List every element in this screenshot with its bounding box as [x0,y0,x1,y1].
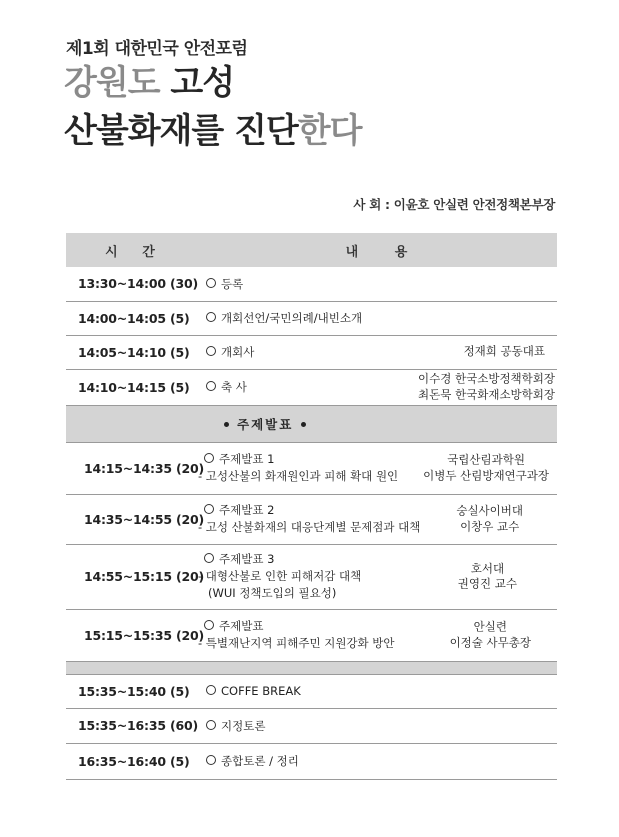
circle-bullet-icon [204,553,214,563]
row-content [198,674,557,708]
circle-bullet-icon [204,504,214,514]
section-divider [66,661,557,674]
row-time: 15:35~15:40 (5) [66,674,198,708]
circle-bullet-icon [206,381,216,391]
section-title [66,405,557,442]
table-row [66,267,557,301]
row-content [198,335,557,369]
row-content [198,442,557,494]
title-line-2 [64,111,362,151]
title-ending: 한다 [297,111,362,151]
circle-bullet-icon [204,620,214,630]
circle-bullet-icon [206,685,216,695]
item-label: 축 사 [221,380,247,394]
table-row [66,544,557,609]
item-label: 주제발표 1 [219,452,275,467]
circle-bullet-icon [206,720,216,730]
item-detail: - 대형산불로 인한 피해저감 대책 [198,569,362,584]
item-label: 주제발표 3 [219,552,275,567]
item-label: 등록 [221,276,244,291]
row-content [198,743,557,779]
table-row [66,674,557,708]
item-label: 개회사 [221,345,255,359]
row-time: 14:10~14:15 (5) [66,369,198,405]
item-label: 개회선언/국민의례/내빈소개 [221,311,363,325]
circle-bullet-icon [206,278,216,288]
item-detail-2: (WUI 정책도입의 필요성) [208,585,337,600]
item-detail: - 고성 산불화재의 대응단계별 문제점과 대책 [198,520,421,534]
section-label: 주제발표 [237,416,294,432]
speaker-name: 이정술 사무총장 [449,635,531,649]
item-label: 주제발표 [219,619,264,634]
row-content [198,609,557,661]
header-content: 내 용 [345,244,424,260]
row-content [198,369,557,405]
title-diagnose-particle: 를 진단 [191,111,298,151]
table-row [66,442,557,494]
row-time: 13:30~14:00 (30) [66,267,198,301]
table-row [66,708,557,743]
item-label: 주제발표 2 [219,503,275,518]
speaker-affiliation: 안실련 [473,619,507,634]
moderator-line: 사 회 : 이윤호 안실련 안전정책본부장 [353,197,555,212]
row-time: 14:55~15:15 (20) [66,544,198,609]
speaker-affiliation: 호서대 [470,560,505,575]
row-content [198,544,557,609]
row-content [198,494,557,544]
row-time: 15:15~15:35 (20) [66,609,198,661]
forum-subtitle: 제1회 대한민국 안전포럼 [66,39,248,59]
speaker-affiliation: 국립산림과학원 [447,452,525,467]
row-time: 14:35~14:55 (20) [66,494,198,544]
schedule-table [66,233,557,780]
title-line-1 [64,63,235,103]
table-header-row [66,233,557,267]
speaker [456,503,523,534]
header-time: 시 간 [105,244,165,260]
title-wildfire: 산불화재 [64,111,192,151]
row-content [198,267,557,301]
title-gangwon: 강원도 [64,63,160,103]
item-label: 지정토론 [221,718,266,733]
table-row [66,301,557,335]
row-content [198,708,557,743]
row-time: 14:00~14:05 (5) [66,301,198,335]
row-time: 14:15~14:35 (20) [66,442,198,494]
item-detail: - 고성산불의 화재원인과 피해 확대 원인 [198,469,399,483]
speaker-name: 권영진 교수 [457,576,517,591]
speaker-line-1: 이수경 한국소방정책학회장 [418,371,555,386]
speaker [458,561,517,592]
table-row [66,609,557,661]
title-goseong: 고성 [170,63,235,103]
speaker-name: 이창우 교수 [460,519,520,533]
speaker [418,371,555,402]
speaker [423,452,549,483]
circle-bullet-icon [206,312,216,322]
circle-bullet-icon [206,346,216,356]
circle-bullet-icon [206,755,216,765]
item-detail: - 특별재난지역 피해주민 지원강화 방안 [198,636,395,650]
row-content [198,301,557,335]
row-time: 16:35~16:40 (5) [66,743,198,779]
bullet-dot-icon [301,422,306,427]
item-label: COFFE BREAK [221,684,301,698]
speaker-name: 이병두 산림방재연구과장 [423,468,549,482]
speaker: 정재희 공동대표 [463,344,545,359]
row-time: 14:05~14:10 (5) [66,335,198,369]
table-row [66,494,557,544]
circle-bullet-icon [204,453,214,463]
table-row [66,369,557,405]
section-row [66,405,557,442]
item-label: 종합토론 / 정리 [221,754,299,768]
speaker-affiliation: 숭실사이버대 [456,503,523,518]
speaker-line-2: 최돈묵 한국화재소방학회장 [418,387,555,401]
table-row [66,335,557,369]
table-row [66,743,557,779]
row-time: 15:35~16:35 (60) [66,708,198,743]
bullet-dot-icon [224,422,229,427]
speaker [450,619,531,650]
